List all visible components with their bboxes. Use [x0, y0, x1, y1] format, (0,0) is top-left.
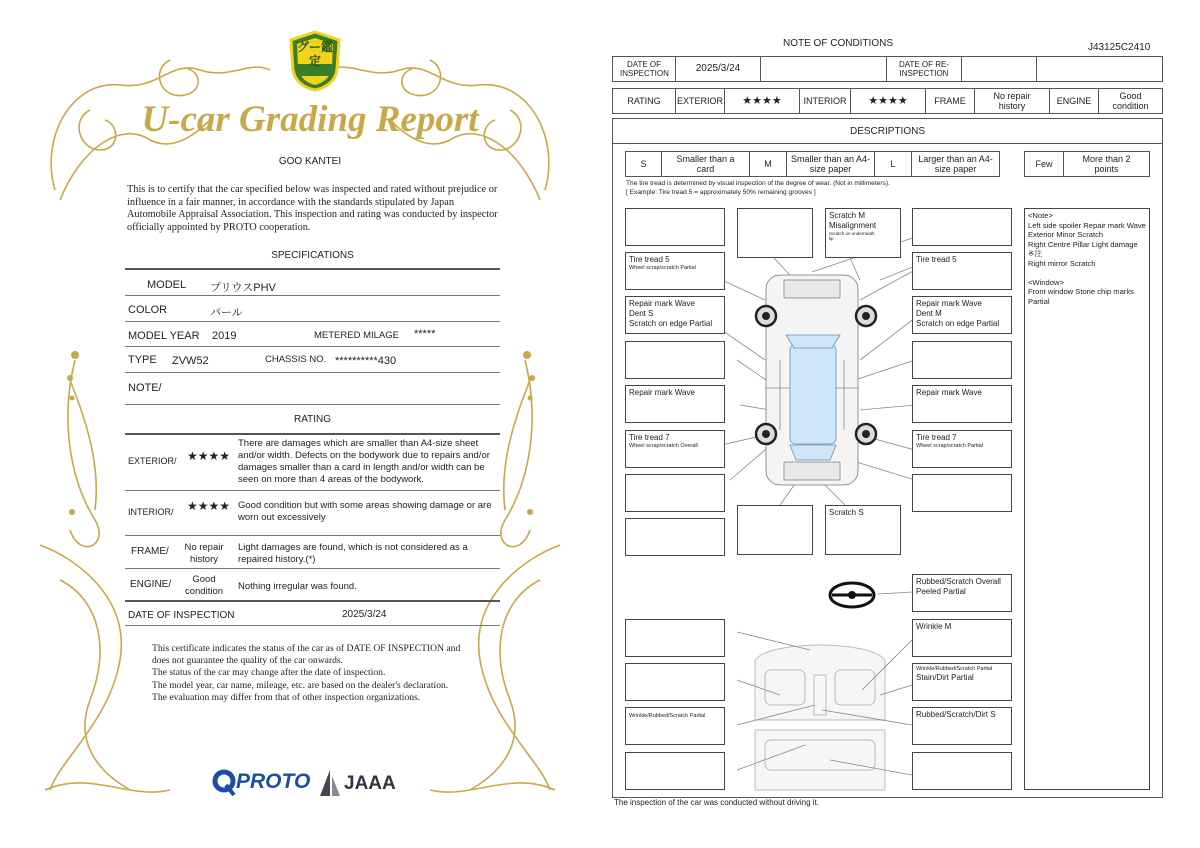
- note-box-top-left: [737, 208, 813, 258]
- badge-text: グー鑑定: [296, 40, 333, 68]
- note-box-top-mid: [825, 208, 901, 258]
- note-text: Peeled Partial: [916, 587, 966, 596]
- note-box-steering: [912, 574, 1012, 612]
- tread-note-2: [ Example: Tire tread 5 = approximately 50% remaining grooves ]: [626, 189, 816, 196]
- legend-text: Larger than an A4-size paper: [918, 154, 993, 174]
- note-text: Repair mark Wave: [629, 388, 695, 397]
- note-box-left-mid: [625, 341, 725, 379]
- disclaimer-line: The model year, car name, mileage, etc. are based on the dealer's declaration.: [152, 679, 449, 691]
- note-text: Scratch on edge Partial: [916, 319, 1000, 328]
- note-small: Wrinkle/Rubbed/Scratch Partial: [916, 666, 993, 672]
- note-box-int-right: [912, 707, 1012, 745]
- window-line: Front window Stone chip marks Partial: [1028, 287, 1134, 306]
- doi-label: DATE OF INSPECTION: [620, 60, 669, 78]
- note-box-right-bottom: [912, 474, 1012, 512]
- note-box-front-left-top: [625, 208, 725, 246]
- reinspection-label: DATE OF RE-INSPECTION: [898, 60, 950, 78]
- legend-key: L: [890, 159, 896, 169]
- frame-desc: Light damages are found, which is not considered as a repaired history.(*): [238, 542, 468, 565]
- date-of-inspection-label: DATE OF INSPECTION: [128, 610, 235, 621]
- note-box-left-rear: [625, 385, 725, 423]
- legend-key: Few: [1035, 159, 1053, 169]
- note-box-bottom-mid: [825, 505, 901, 555]
- jaaa-logo-icon: [318, 768, 342, 798]
- note-box-front-right-top: [912, 208, 1012, 246]
- note-text: Tire tread 5: [916, 255, 957, 264]
- tread-note-1: The tire tread is determined by visual inspection of the degree of wear. (Not in millimeters).: [626, 180, 890, 187]
- date-of-inspection-value: 2025/3/24: [342, 609, 387, 620]
- jaaa-logo-text: JAAA: [344, 773, 396, 794]
- note-label: NOTE/: [128, 382, 162, 394]
- frame-label: FRAME/: [131, 546, 169, 557]
- report-title: U-car Grading Report: [141, 99, 479, 140]
- note-text: Repair mark Wave: [916, 299, 982, 308]
- legend-key: M: [764, 159, 772, 169]
- note-text: Scratch S: [829, 508, 864, 517]
- rating-heading: RATING: [293, 414, 332, 425]
- disclaimer-line: The status of the car may change after the date of inspection.: [152, 667, 386, 679]
- steering-wheel-icon: [830, 583, 874, 607]
- note-text: Tire tread 5: [629, 255, 670, 264]
- exterior-label: EXTERIOR/: [128, 456, 177, 466]
- doi-value: 2025/3/24: [695, 63, 741, 74]
- color-label: COLOR: [128, 304, 168, 316]
- interior-label: INTERIOR/: [128, 507, 174, 517]
- engine-value: Good condition: [184, 574, 224, 597]
- side-note-line: Exterior Minor Scratch: [1028, 230, 1104, 240]
- side-notes-panel: [1024, 208, 1150, 790]
- color-value: パール: [210, 307, 243, 319]
- legend-text: More than 2 points: [1082, 154, 1131, 174]
- milage-label: METERED MILAGE: [314, 330, 399, 341]
- note-box-right-tire-front: [912, 252, 1012, 290]
- note-box-wrinkle: [912, 619, 1012, 657]
- note-box-right-mid: [912, 341, 1012, 379]
- rating-label: RATING: [627, 96, 661, 106]
- note-text: Wrinkle M: [916, 622, 952, 631]
- note-box-int-left3: [625, 707, 725, 745]
- side-note-line: Right Centre Pillar Light damage ※注: [1028, 239, 1138, 259]
- engine-desc: Nothing irregular was found.: [238, 581, 357, 592]
- model-value: プリウスPHV: [210, 282, 276, 294]
- note-box-left-tire-rear: [625, 430, 725, 468]
- note-box-bottom-left: [737, 505, 813, 555]
- noc-title: NOTE OF CONDITIONS: [783, 38, 893, 49]
- legend-key: S: [640, 159, 647, 169]
- note-text: Stain/Dirt Partial: [916, 673, 974, 682]
- chassis-value: **********430: [335, 355, 397, 367]
- engine-label: ENGINE: [1056, 96, 1092, 106]
- note-text: Rubbed/Scratch Overall: [916, 577, 1001, 586]
- note-small: Scratch on underneath lip: [829, 231, 875, 241]
- exterior-stars: ★★★★: [187, 449, 231, 463]
- frame-value: No repair history: [993, 91, 1031, 111]
- engine-label: ENGINE/: [130, 579, 172, 590]
- note-text: Rubbed/Scratch/Dirt S: [916, 710, 996, 719]
- interior-stars: ★★★★: [187, 499, 231, 513]
- exterior-desc: There are damages which are smaller than A4-size sheet and/or width. Defects on the bodywork due to repairs and/or damages smaller than a card in length and/or width can be seen on more than 4 areas of the bodywork.: [238, 438, 490, 485]
- note-box-int-left4: [625, 752, 725, 790]
- window-heading: <Window>: [1028, 277, 1064, 287]
- side-note-heading: <Note>: [1028, 211, 1053, 220]
- disclaimer: [152, 643, 472, 704]
- side-note-line: Right mirror Scratch: [1028, 258, 1096, 268]
- note-box-right-rear: [912, 385, 1012, 423]
- model-year-value: 2019: [212, 330, 237, 342]
- exterior-label: EXTERIOR: [676, 96, 723, 106]
- model-year-label: MODEL YEAR: [128, 330, 200, 342]
- note-small: Wheel scrap/scratch Partial: [916, 443, 983, 449]
- report-subtitle: GOO KANTEI: [278, 156, 342, 167]
- note-text: Scratch M: [829, 211, 866, 220]
- proto-logo-text: PROTO: [236, 770, 311, 793]
- descriptions-heading: DESCRIPTIONS: [849, 126, 925, 137]
- note-box-left-bottom: [625, 474, 725, 512]
- frame-value: No repair history: [184, 542, 224, 565]
- note-box-int-left1: [625, 619, 725, 657]
- note-text: Dent S: [629, 309, 654, 318]
- note-box-left-bottom2: [625, 518, 725, 556]
- note-box-left-tire-front: [625, 252, 725, 290]
- interior-stars: ★★★★: [868, 95, 908, 107]
- noc-code: J43125C2410: [1088, 42, 1151, 53]
- intro-text: This is to certify that the car specified below was inspected and rated without prejudice or influence in a fair manner, in accordance with the standards stipulated by Japan Automobile Appraisal Association. This inspection and rating was conducted by inspector officially appointed by PROTO cooperation.: [127, 184, 498, 233]
- legend-text: Smaller than a card: [676, 154, 735, 174]
- note-of-conditions: [600, 0, 1200, 848]
- note-box-right-door: [912, 296, 1012, 334]
- disclaimer-line: This certificate indicates the status of the car as of DATE OF INSPECTION and does not guarantee the quality of the car onwards.: [152, 643, 461, 667]
- engine-value: Good condition: [1112, 91, 1149, 111]
- specifications-heading: SPECIFICATIONS: [271, 250, 354, 261]
- milage-value: *****: [414, 328, 436, 340]
- disclaimer-line: The evaluation may differ from that of other inspection organizations.: [152, 691, 421, 703]
- note-text: Scratch on edge Partial: [629, 319, 713, 328]
- footer-note: The inspection of the car was conducted without driving it.: [614, 798, 819, 807]
- frame-label: FRAME: [934, 96, 966, 106]
- chassis-label: CHASSIS NO.: [265, 354, 327, 365]
- note-text: Misalignment: [829, 221, 877, 230]
- note-small: Wrinkle/Rubbed/Scratch Partial: [629, 713, 706, 719]
- note-box-seat: [912, 663, 1012, 701]
- note-text: Tire tread 7: [629, 433, 670, 442]
- side-note-line: Left side spoiler Repair mark Wave: [1028, 220, 1146, 230]
- type-label: TYPE: [128, 354, 157, 366]
- note-small: Wheel scrap/scratch Partial: [629, 265, 696, 271]
- note-text: Tire tread 7: [916, 433, 957, 442]
- note-box-right-tire-rear: [912, 430, 1012, 468]
- interior-desc: Good condition but with some areas showing damage or are worn out excessively: [238, 500, 492, 523]
- note-text: Repair mark Wave: [629, 299, 695, 308]
- interior-label: INTERIOR: [803, 96, 847, 106]
- note-box-int-left2: [625, 663, 725, 701]
- type-value: ZVW52: [172, 355, 209, 367]
- proto-logo-icon: [212, 769, 238, 797]
- note-box-left-door: [625, 296, 725, 334]
- exterior-stars: ★★★★: [742, 95, 782, 107]
- legend-text: Smaller than an A4-size paper: [790, 154, 871, 174]
- note-text: Dent M: [916, 309, 942, 318]
- note-text: Repair mark Wave: [916, 388, 982, 397]
- note-box-int-right2: [912, 752, 1012, 790]
- model-label: MODEL: [147, 279, 187, 291]
- note-small: Wheel scrap/scratch Overall: [629, 443, 698, 449]
